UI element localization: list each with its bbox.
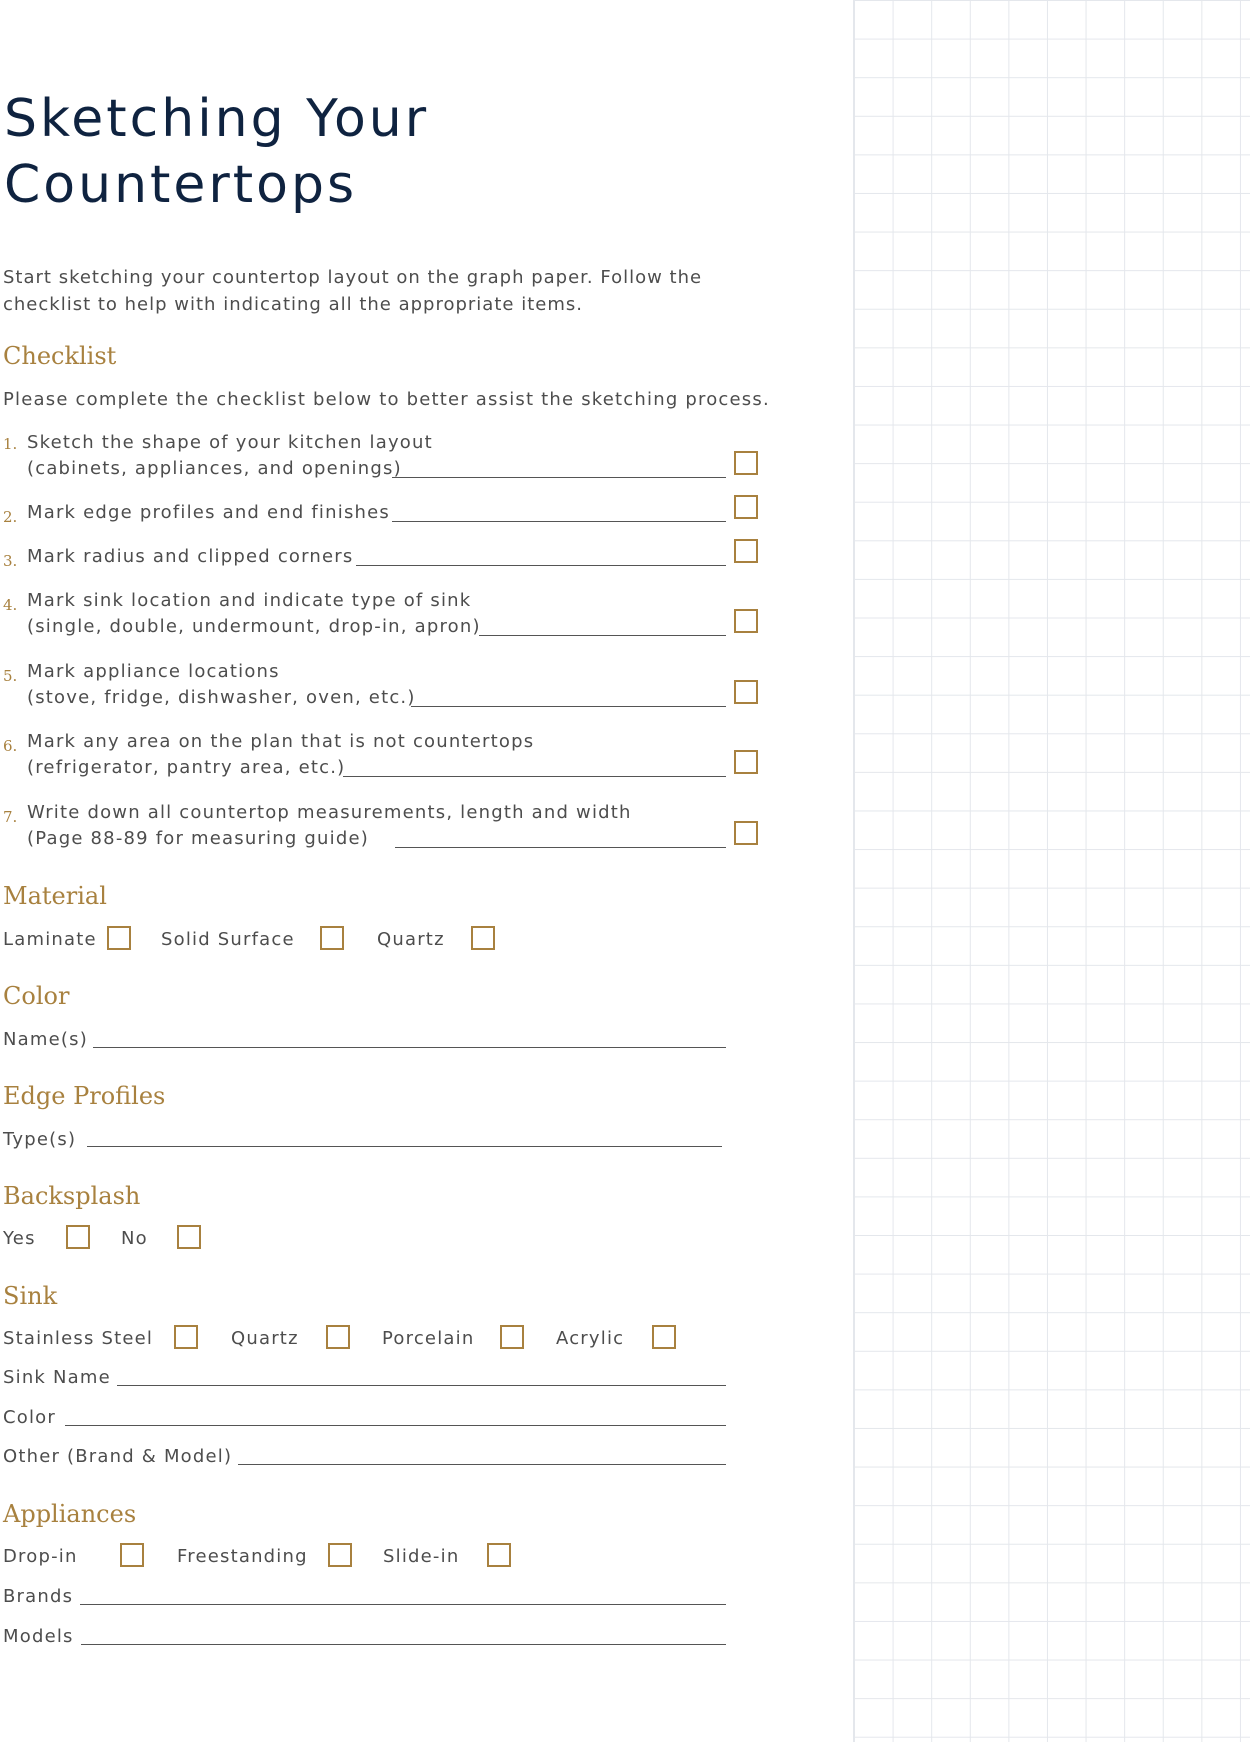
brands-label: Brands xyxy=(3,1586,74,1607)
backsplash-heading: Backsplash xyxy=(3,1182,141,1210)
material-checkbox-laminate[interactable] xyxy=(107,926,131,950)
sink-other-label: Other (Brand & Model) xyxy=(3,1446,233,1467)
sink-checkbox-porcelain[interactable] xyxy=(500,1325,524,1349)
checklist-checkbox-6[interactable] xyxy=(734,750,758,774)
color-name-label: Name(s) xyxy=(3,1029,88,1050)
item-number: 2. xyxy=(3,508,18,526)
item-answer-line[interactable] xyxy=(343,776,726,777)
appliance-checkbox-freestanding[interactable] xyxy=(328,1543,352,1567)
color-name-line[interactable] xyxy=(93,1047,726,1048)
sink-color-label: Color xyxy=(3,1407,56,1428)
brands-line[interactable] xyxy=(80,1604,726,1605)
material-option-laminate: Laminate xyxy=(3,929,97,950)
checklist-instruction: Please complete the checklist below to better assist the sketching process. xyxy=(3,389,770,410)
item-line-2: (refrigerator, pantry area, etc.) xyxy=(27,757,346,778)
material-checkbox-solid-surface[interactable] xyxy=(320,926,344,950)
appliance-option-drop-in: Drop-in xyxy=(3,1546,78,1567)
item-number: 5. xyxy=(3,667,18,685)
material-option-solid-surface: Solid Surface xyxy=(161,929,295,950)
checklist-heading: Checklist xyxy=(3,342,117,370)
sink-option-acrylic: Acrylic xyxy=(556,1328,625,1349)
item-line-1: Sketch the shape of your kitchen layout xyxy=(27,432,433,453)
sink-checkbox-quartz[interactable] xyxy=(326,1325,350,1349)
material-option-quartz: Quartz xyxy=(377,929,445,950)
title-line-2: Countertops xyxy=(4,155,358,215)
checklist-checkbox-1[interactable] xyxy=(734,451,758,475)
backsplash-option-no: No xyxy=(121,1228,148,1249)
item-line-1: Write down all countertop measurements, length and width xyxy=(27,802,632,823)
backsplash-option-yes: Yes xyxy=(3,1228,36,1249)
item-line-2: (Page 88-89 for measuring guide) xyxy=(27,828,369,849)
appliance-option-freestanding: Freestanding xyxy=(177,1546,308,1567)
checklist-checkbox-5[interactable] xyxy=(734,680,758,704)
intro-text: Start sketching your countertop layout on the graph paper. Follow the checklist to help with indicating all the appropriate items. xyxy=(3,267,703,315)
checklist-checkbox-4[interactable] xyxy=(734,609,758,633)
sink-option-porcelain: Porcelain xyxy=(382,1328,475,1349)
appliances-heading: Appliances xyxy=(3,1500,137,1528)
checklist-checkbox-2[interactable] xyxy=(734,495,758,519)
item-number: 1. xyxy=(3,435,18,453)
item-answer-line[interactable] xyxy=(395,847,726,848)
item-line-2: (cabinets, appliances, and openings) xyxy=(27,458,402,479)
item-answer-line[interactable] xyxy=(479,635,726,636)
item-number: 7. xyxy=(3,808,18,826)
item-number: 6. xyxy=(3,737,18,755)
title-line-1: Sketching Your xyxy=(4,89,430,149)
sink-checkbox-stainless-steel[interactable] xyxy=(174,1325,198,1349)
item-line-2: (stove, fridge, dishwasher, oven, etc.) xyxy=(27,687,416,708)
checklist-checkbox-7[interactable] xyxy=(734,821,758,845)
graph-paper-sketch-area[interactable] xyxy=(853,0,1250,1742)
sink-option-stainless-steel: Stainless Steel xyxy=(3,1328,154,1349)
item-answer-line[interactable] xyxy=(392,521,726,522)
material-checkbox-quartz[interactable] xyxy=(471,926,495,950)
item-answer-line[interactable] xyxy=(392,477,726,478)
item-line-1: Mark radius and clipped corners xyxy=(27,546,354,567)
appliance-checkbox-drop-in[interactable] xyxy=(120,1543,144,1567)
models-line[interactable] xyxy=(81,1644,726,1645)
item-line-1: Mark appliance locations xyxy=(27,661,280,682)
item-number: 4. xyxy=(3,596,18,614)
backsplash-checkbox-no[interactable] xyxy=(177,1225,201,1249)
edge-type-label: Type(s) xyxy=(3,1129,77,1150)
sink-option-quartz: Quartz xyxy=(231,1328,299,1349)
item-answer-line[interactable] xyxy=(356,565,726,566)
edge-profiles-heading: Edge Profiles xyxy=(3,1082,166,1110)
edge-type-line[interactable] xyxy=(87,1146,722,1147)
material-heading: Material xyxy=(3,882,107,910)
sink-heading: Sink xyxy=(3,1282,58,1310)
item-line-1: Mark any area on the plan that is not countertops xyxy=(27,731,535,752)
checklist-checkbox-3[interactable] xyxy=(734,539,758,563)
item-answer-line[interactable] xyxy=(411,706,726,707)
models-label: Models xyxy=(3,1626,74,1647)
item-line-1: Mark edge profiles and end finishes xyxy=(27,502,390,523)
sink-name-label: Sink Name xyxy=(3,1367,111,1388)
item-line-2: (single, double, undermount, drop-in, apron) xyxy=(27,616,481,637)
sink-name-line[interactable] xyxy=(117,1385,726,1386)
appliance-checkbox-slide-in[interactable] xyxy=(487,1543,511,1567)
sink-other-line[interactable] xyxy=(238,1464,726,1465)
color-heading: Color xyxy=(3,982,70,1010)
appliance-option-slide-in: Slide-in xyxy=(383,1546,460,1567)
sink-checkbox-acrylic[interactable] xyxy=(652,1325,676,1349)
backsplash-checkbox-yes[interactable] xyxy=(66,1225,90,1249)
sink-color-line[interactable] xyxy=(65,1425,726,1426)
item-number: 3. xyxy=(3,552,18,570)
item-line-1: Mark sink location and indicate type of sink xyxy=(27,590,472,611)
page-title xyxy=(4,86,429,218)
